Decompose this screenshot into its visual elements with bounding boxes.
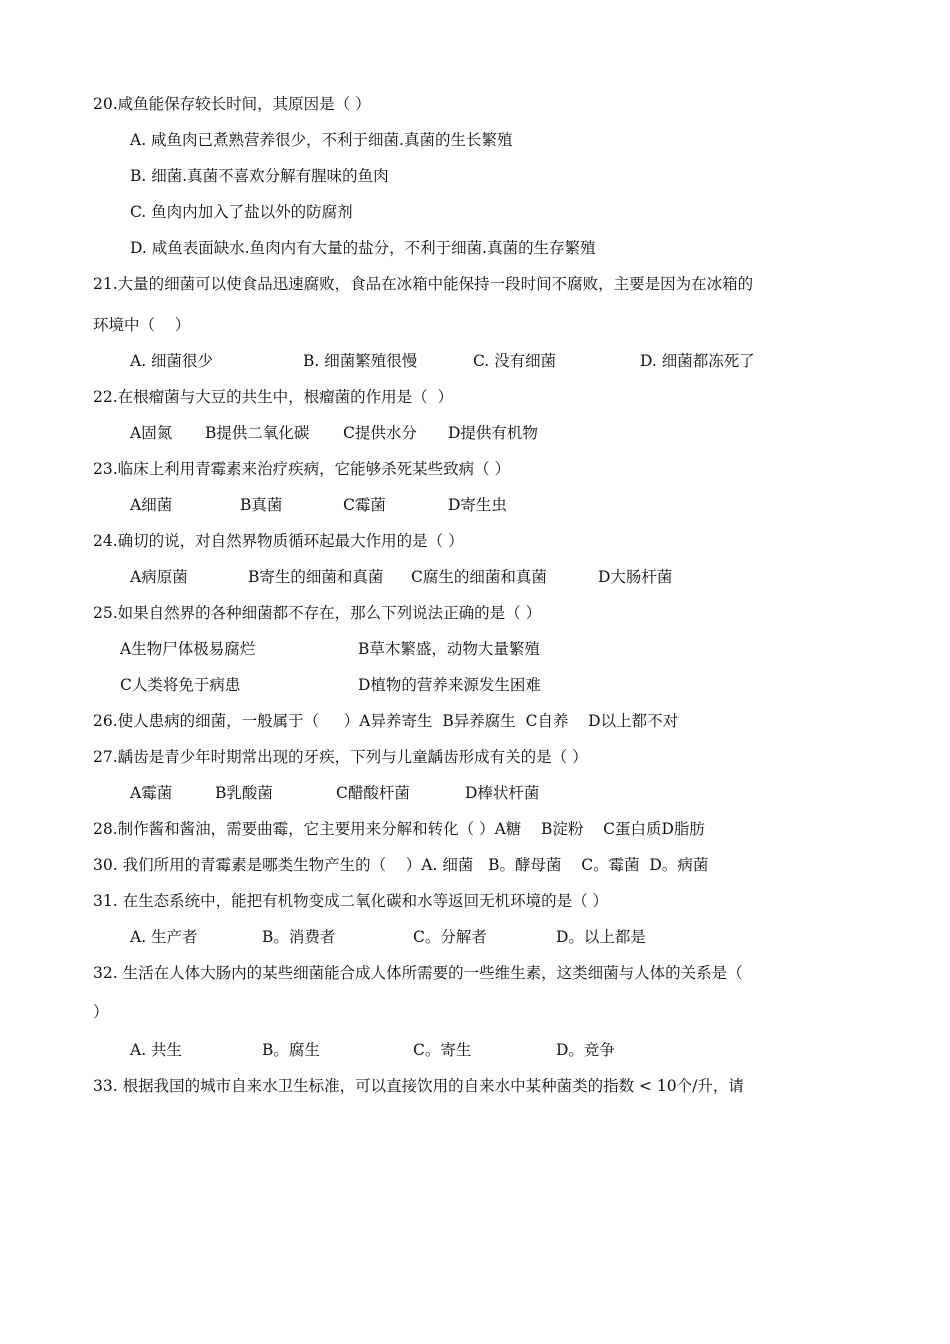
option-25d: D植物的营养来源发生困难	[358, 676, 541, 694]
question-28: 28.制作酱和酱油，需要曲霉，它主要用来分解和转化（ ）A糖 B淀粉 C蛋白质D脂肪	[93, 820, 705, 838]
option-20b: B. 细菌.真菌不喜欢分解有腥味的鱼肉	[130, 167, 389, 185]
option-22a: A固氮	[130, 424, 173, 442]
question-30: 30. 我们所用的青霉素是哪类生物产生的（ ）A. 细菌 B。酵母菌 C。霉菌 D。病菌	[93, 856, 709, 874]
option-25b: B草木繁盛，动物大量繁殖	[358, 640, 540, 658]
option-20d: D. 咸鱼表面缺水.鱼肉内有大量的盐分，不利于细菌.真菌的生存繁殖	[130, 239, 596, 257]
option-24d: D大肠杆菌	[598, 568, 673, 586]
option-23c: C霉菌	[343, 496, 386, 514]
option-27b: B乳酸菌	[215, 784, 273, 802]
option-23a: A细菌	[130, 496, 173, 514]
option-21c: C. 没有细菌	[473, 352, 557, 370]
option-31a: A. 生产者	[130, 928, 198, 946]
option-27d: D棒状杆菌	[465, 784, 540, 802]
question-21: 21.大量的细菌可以使食品迅速腐败，食品在冰箱中能保持一段时间不腐败，主要是因为在冰箱的	[93, 275, 754, 293]
option-27a: A霉菌	[130, 784, 173, 802]
option-22c: C提供水分	[343, 424, 417, 442]
option-24a: A病原菌	[130, 568, 188, 586]
option-21a: A. 细菌很少	[130, 352, 214, 370]
option-20c: C. 鱼肉内加入了盐以外的防腐剂	[130, 203, 353, 221]
option-32d: D。竞争	[556, 1041, 615, 1059]
option-32b: B。腐生	[262, 1041, 320, 1059]
option-20a: A. 咸鱼肉已煮熟营养很少，不利于细菌.真菌的生长繁殖	[130, 131, 513, 149]
option-27c: C醋酸杆菌	[336, 784, 410, 802]
option-25c: C人类将免于病患	[120, 676, 241, 694]
option-24b: B寄生的细菌和真菌	[248, 568, 384, 586]
question-26: 26.使人患病的细菌，一般属于（ ）A异养寄生 B异养腐生 C自养 D以上都不对	[93, 712, 679, 730]
question-20: 20.咸鱼能保存较长时间，其原因是（ ）	[93, 95, 371, 113]
question-33: 33. 根据我国的城市自来水卫生标准，可以直接饮用的自来水中某种菌类的指数 < 10个/升，请	[93, 1077, 744, 1095]
option-31d: D。以上都是	[556, 928, 646, 946]
option-24c: C腐生的细菌和真菌	[411, 568, 547, 586]
option-22b: B提供二氧化碳	[205, 424, 310, 442]
question-32-cont: ）	[93, 1003, 109, 1021]
question-23: 23.临床上利用青霉素来治疗疾病，它能够杀死某些致病（ ）	[93, 460, 511, 478]
option-21d: D. 细菌都冻死了	[640, 352, 755, 370]
option-32c: C。寄生	[413, 1041, 472, 1059]
option-23d: D寄生虫	[448, 496, 507, 514]
question-22: 22.在根瘤菌与大豆的共生中，根瘤菌的作用是（ ）	[93, 388, 454, 406]
option-22d: D提供有机物	[448, 424, 538, 442]
question-25: 25.如果自然界的各种细菌都不存在，那么下列说法正确的是（ ）	[93, 604, 542, 622]
question-27: 27.龋齿是青少年时期常出现的牙疾，下列与儿童龋齿形成有关的是（ ）	[93, 748, 588, 766]
option-31b: B。消费者	[262, 928, 336, 946]
option-31c: C。分解者	[413, 928, 487, 946]
question-21-cont: 环境中（ ）	[93, 316, 191, 334]
option-32a: A. 共生	[130, 1041, 183, 1059]
question-31: 31. 在生态系统中，能把有机物变成二氧化碳和水等返回无机环境的是（ ）	[93, 892, 609, 910]
question-24: 24.确切的说，对自然界物质循环起最大作用的是（ ）	[93, 532, 464, 550]
question-32: 32. 生活在人体大肠内的某些细菌能合成人体所需要的一些维生素，这类细菌与人体的关系是（	[93, 964, 743, 982]
option-21b: B. 细菌繁殖很慢	[303, 352, 418, 370]
option-23b: B真菌	[240, 496, 283, 514]
option-25a: A生物尸体极易腐烂	[120, 640, 256, 658]
